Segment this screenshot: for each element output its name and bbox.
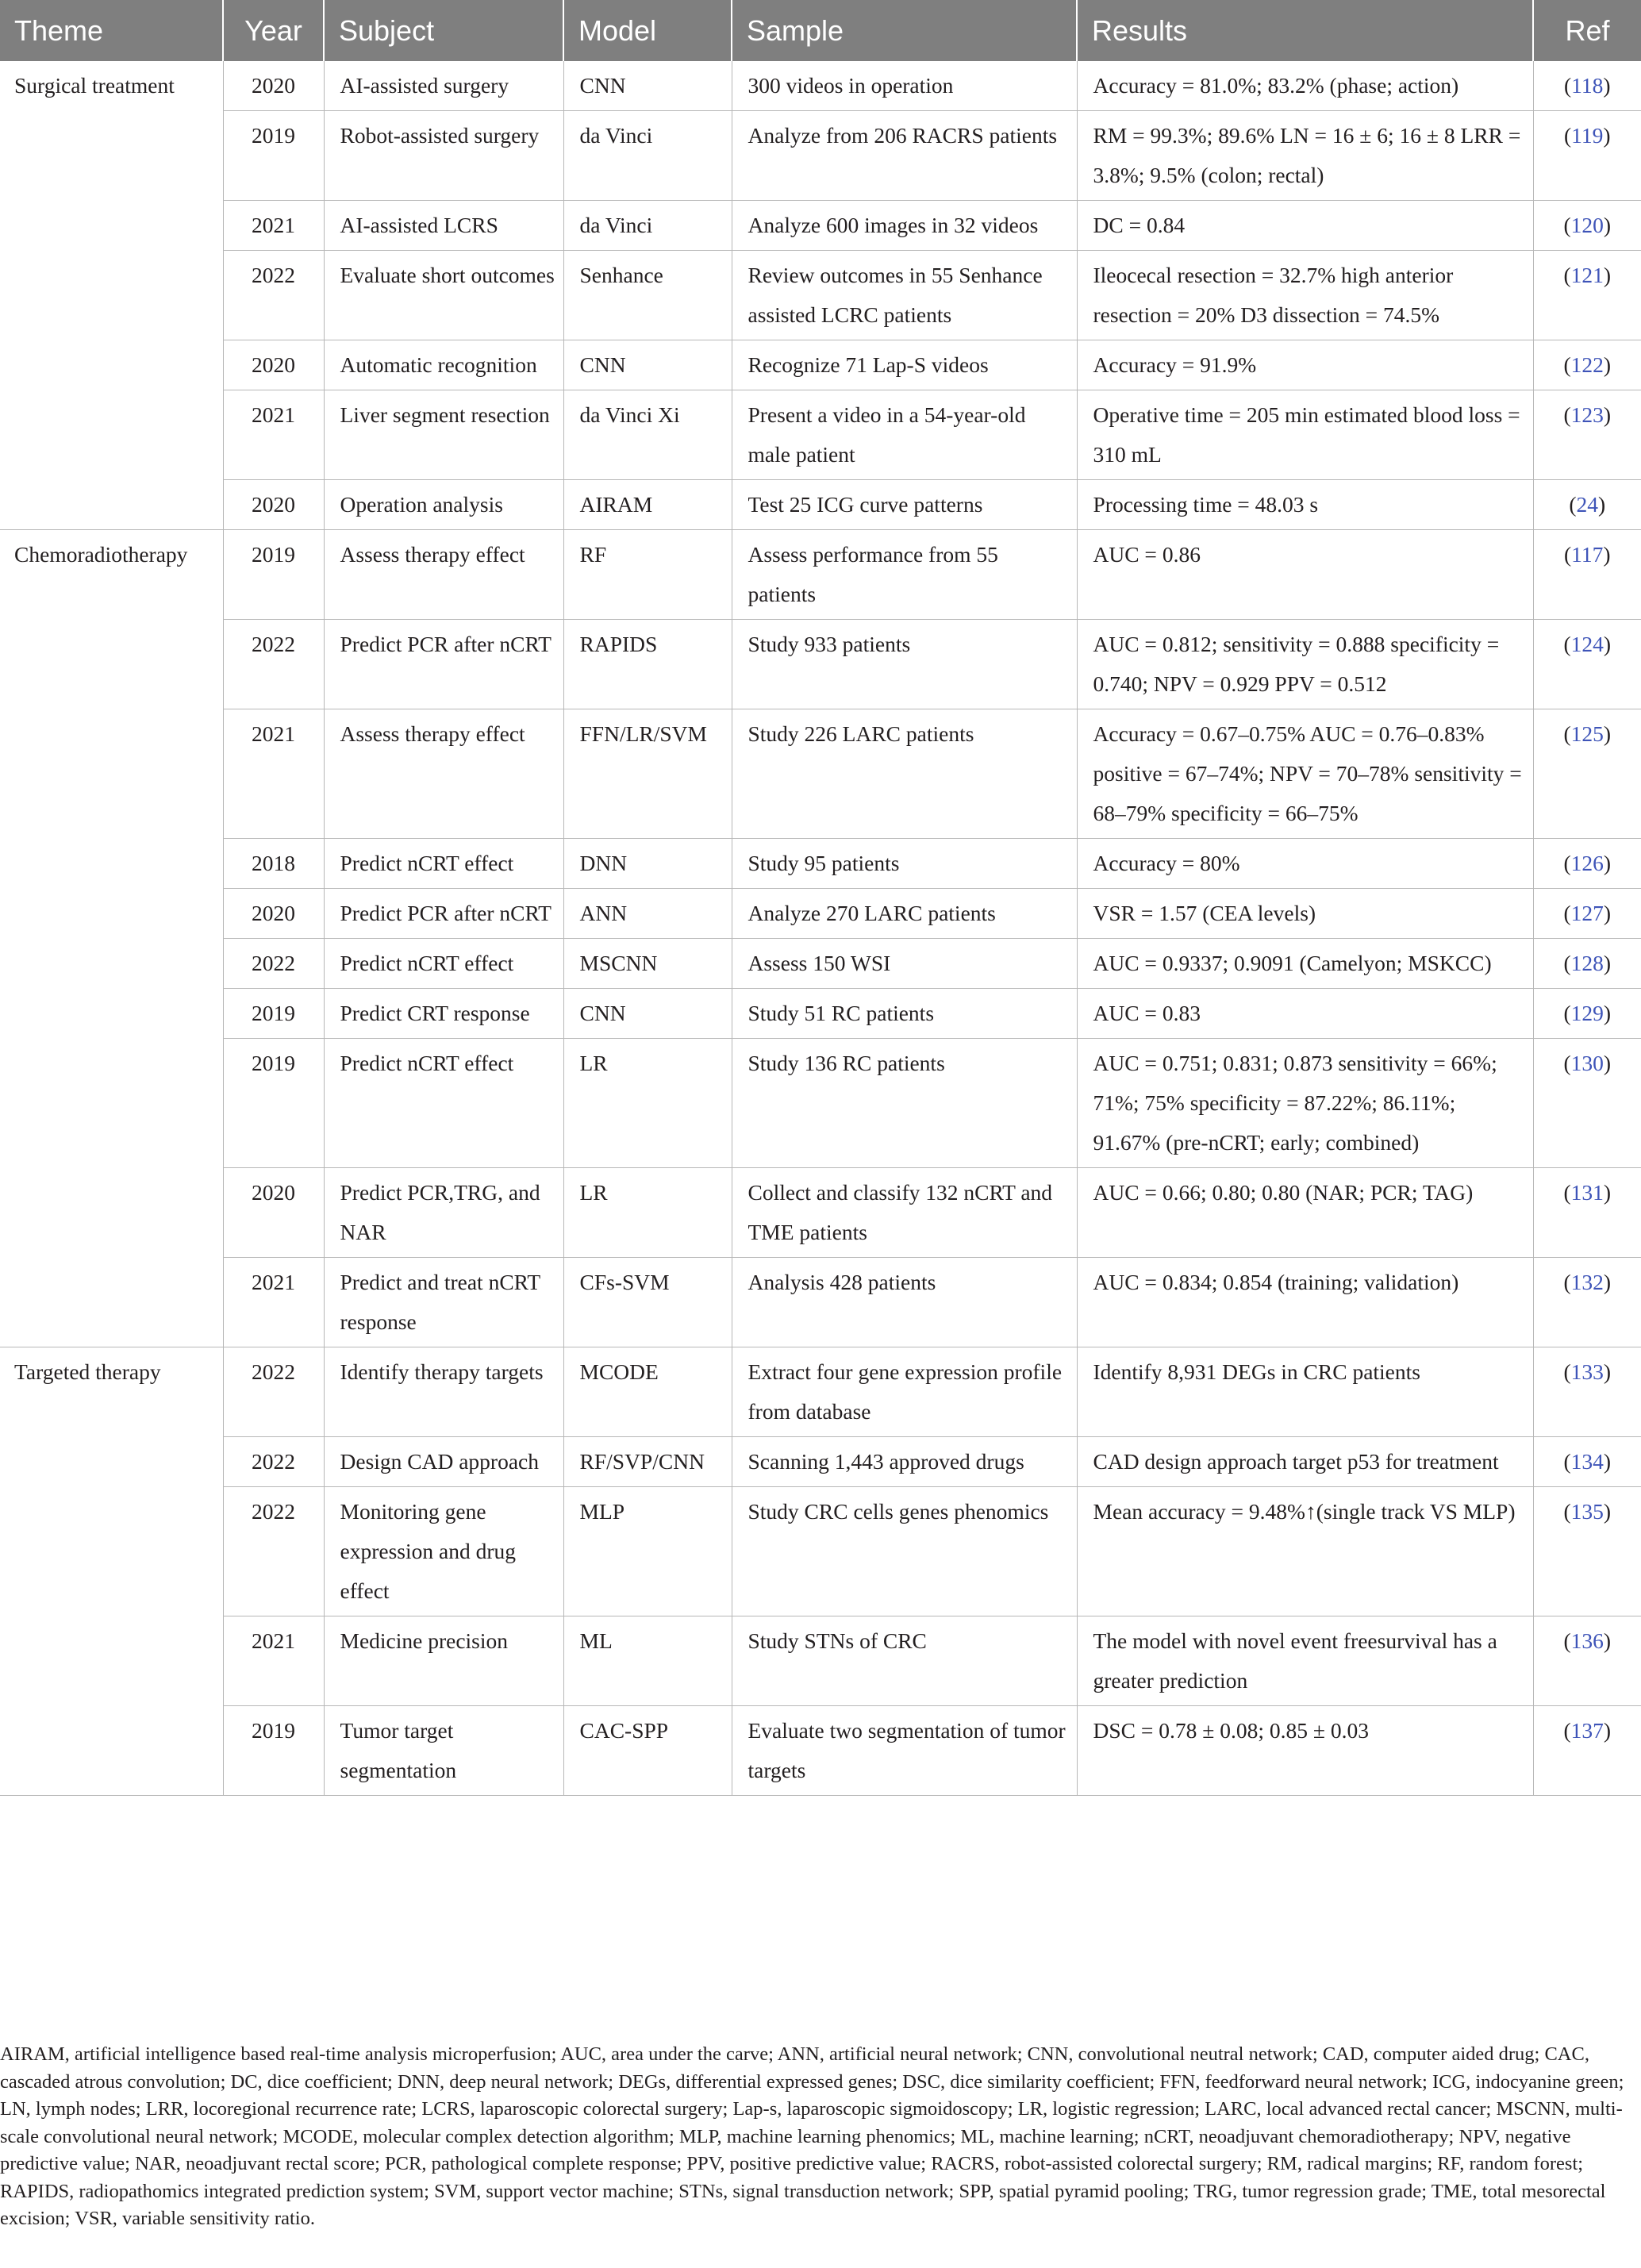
subject-cell: Operation analysis bbox=[324, 480, 563, 530]
ref-paren-close: ) bbox=[1603, 263, 1612, 287]
reference-link[interactable]: 125 bbox=[1570, 721, 1604, 746]
column-header-ref: Ref bbox=[1533, 0, 1641, 61]
year-cell: 2021 bbox=[223, 1258, 324, 1347]
year-cell: 2020 bbox=[223, 340, 324, 390]
ref-cell bbox=[1533, 709, 1641, 839]
year-cell: 2022 bbox=[223, 1437, 324, 1487]
year-cell: 2022 bbox=[223, 1347, 324, 1437]
ref-cell bbox=[1533, 390, 1641, 480]
sample-cell: Evaluate two segmentation of tumor targets bbox=[732, 1706, 1077, 1796]
table-row bbox=[0, 530, 1641, 620]
sample-cell: 300 videos in operation bbox=[732, 61, 1077, 111]
year-cell: 2020 bbox=[223, 1168, 324, 1258]
sample-cell: Test 25 ICG curve patterns bbox=[732, 480, 1077, 530]
sample-cell: Extract four gene expression profile from database bbox=[732, 1347, 1077, 1437]
ref-paren-open: ( bbox=[1563, 851, 1571, 875]
table-body bbox=[0, 61, 1641, 1796]
subject-cell: Predict CRT response bbox=[324, 989, 563, 1039]
table-row bbox=[0, 1437, 1641, 1487]
ref-paren-close: ) bbox=[1603, 402, 1612, 427]
results-cell: RM = 99.3%; 89.6% LN = 16 ± 6; 16 ± 8 LRR = 3.8%; 9.5% (colon; rectal) bbox=[1077, 111, 1533, 201]
sample-cell: Study 136 RC patients bbox=[732, 1039, 1077, 1168]
model-cell: ML bbox=[563, 1616, 732, 1706]
model-cell: RAPIDS bbox=[563, 620, 732, 709]
ref-cell bbox=[1533, 889, 1641, 939]
model-cell: LR bbox=[563, 1168, 732, 1258]
results-cell: Accuracy = 91.9% bbox=[1077, 340, 1533, 390]
results-cell: Operative time = 205 min estimated blood loss = 310 mL bbox=[1077, 390, 1533, 480]
ref-paren-close: ) bbox=[1603, 1180, 1612, 1205]
table-row bbox=[0, 889, 1641, 939]
reference-link[interactable]: 122 bbox=[1570, 352, 1604, 377]
year-cell: 2019 bbox=[223, 989, 324, 1039]
ref-paren-open: ( bbox=[1563, 721, 1571, 746]
ref-paren-open: ( bbox=[1563, 1449, 1571, 1474]
table-row bbox=[0, 709, 1641, 839]
sample-cell: Assess 150 WSI bbox=[732, 939, 1077, 989]
reference-link[interactable]: 128 bbox=[1570, 951, 1604, 975]
ref-paren-close: ) bbox=[1598, 492, 1606, 517]
table-row bbox=[0, 1168, 1641, 1258]
ref-paren-close: ) bbox=[1603, 123, 1611, 148]
sample-cell: Study 226 LARC patients bbox=[732, 709, 1077, 839]
model-cell: RF/SVP/CNN bbox=[563, 1437, 732, 1487]
results-cell: VSR = 1.57 (CEA levels) bbox=[1077, 889, 1533, 939]
year-cell: 2022 bbox=[223, 620, 324, 709]
sample-cell: Analyze 600 images in 32 videos bbox=[732, 201, 1077, 251]
table-row bbox=[0, 1258, 1641, 1347]
reference-link[interactable]: 123 bbox=[1570, 402, 1604, 427]
results-cell: Identify 8,931 DEGs in CRC patients bbox=[1077, 1347, 1533, 1437]
results-cell: Ileocecal resection = 32.7% high anterior resection = 20% D3 dissection = 74.5% bbox=[1077, 251, 1533, 340]
ref-paren-close: ) bbox=[1603, 901, 1612, 925]
model-cell: Senhance bbox=[563, 251, 732, 340]
table-row bbox=[0, 480, 1641, 530]
results-cell: AUC = 0.83 bbox=[1077, 989, 1533, 1039]
ref-paren-close: ) bbox=[1603, 73, 1611, 98]
ref-paren-open: ( bbox=[1563, 542, 1572, 567]
ref-paren-open: ( bbox=[1563, 1718, 1571, 1743]
results-cell: DSC = 0.78 ± 0.08; 0.85 ± 0.03 bbox=[1077, 1706, 1533, 1796]
ref-paren-close: ) bbox=[1603, 1270, 1612, 1294]
table-row bbox=[0, 201, 1641, 251]
year-cell: 2020 bbox=[223, 480, 324, 530]
subject-cell: Automatic recognition bbox=[324, 340, 563, 390]
year-cell: 2022 bbox=[223, 939, 324, 989]
year-cell: 2019 bbox=[223, 1706, 324, 1796]
table-footnote: AIRAM, artificial intelligence based real-time analysis microperfusion; AUC, area under the carve; ANN, artificial neural network; CNN, convolutional neutral network; CAD, computer aided drug; CAC, cascaded atrous convolution; DC, dice coefficient; DNN, deep neural network; DEGs, differential expressed genes; DSC, dice similarity coefficient; FFN, feedforward neural network; ICG, indocyanine green; LN, lymph nodes; LRR, locoregional recurrence rate; LCRS, laparoscopic colorectal surgery; Lap-s, laparoscopic sigmoidoscopy; LR, logistic regression; LARC, local advanced rectal cancer; MSCNN, multi-scale convolutional neural network; MCODE, molecular complex detection algorithm; MLP, machine learning phenomics; ML, machine learning; nCRT, neoadjuvant chemoradiotherapy; NPV, negative predictive value; NAR, neoadjuvant rectal score; PCR, pathological complete response; PPV, positive predictive value; RACRS, robot-assisted colorectal surgery; RM, radical margins; RF, random forest; RAPIDS, radiopathomics integrated prediction system; SVM, support vector machine; STNs, signal transduction network; SPP, spatial pyramid pooling; TRG, tumor regression grade; TME, total mesorectal excision; VSR, variable sensitivity ratio. bbox=[0, 2043, 1624, 2229]
year-cell: 2019 bbox=[223, 111, 324, 201]
ref-cell bbox=[1533, 1616, 1641, 1706]
reference-link[interactable]: 120 bbox=[1570, 213, 1604, 237]
ref-cell bbox=[1533, 530, 1641, 620]
ref-cell bbox=[1533, 201, 1641, 251]
subject-cell: Predict nCRT effect bbox=[324, 939, 563, 989]
ref-paren-open: ( bbox=[1563, 1628, 1571, 1653]
ref-paren-open: ( bbox=[1563, 263, 1571, 287]
sample-cell: Study STNs of CRC bbox=[732, 1616, 1077, 1706]
year-cell: 2019 bbox=[223, 530, 324, 620]
results-cell: AUC = 0.812; sensitivity = 0.888 specificity = 0.740; NPV = 0.929 PPV = 0.512 bbox=[1077, 620, 1533, 709]
subject-cell: Evaluate short outcomes bbox=[324, 251, 563, 340]
ref-cell bbox=[1533, 1706, 1641, 1796]
subject-cell: Design CAD approach bbox=[324, 1437, 563, 1487]
table-row bbox=[0, 939, 1641, 989]
ref-paren-close: ) bbox=[1603, 1499, 1612, 1524]
subject-cell: Assess therapy effect bbox=[324, 709, 563, 839]
subject-cell: Assess therapy effect bbox=[324, 530, 563, 620]
table-row bbox=[0, 1616, 1641, 1706]
column-header-sample: Sample bbox=[732, 0, 1077, 61]
subject-cell: AI-assisted surgery bbox=[324, 61, 563, 111]
ref-cell bbox=[1533, 340, 1641, 390]
subject-cell: Liver segment resection bbox=[324, 390, 563, 480]
sample-cell: Recognize 71 Lap-S videos bbox=[732, 340, 1077, 390]
subject-cell: Predict and treat nCRT response bbox=[324, 1258, 563, 1347]
reference-link[interactable]: 119 bbox=[1571, 123, 1604, 148]
subject-cell: Tumor target segmentation bbox=[324, 1706, 563, 1796]
reference-link[interactable]: 121 bbox=[1570, 263, 1604, 287]
reference-link[interactable]: 130 bbox=[1570, 1051, 1604, 1075]
subject-cell: Monitoring gene expression and drug effect bbox=[324, 1487, 563, 1616]
reference-link[interactable]: 132 bbox=[1570, 1270, 1604, 1294]
table-row bbox=[0, 839, 1641, 889]
reference-link[interactable]: 127 bbox=[1570, 901, 1604, 925]
reference-link[interactable]: 137 bbox=[1570, 1718, 1604, 1743]
sample-cell: Review outcomes in 55 Senhance assisted LCRC patients bbox=[732, 251, 1077, 340]
ref-paren-close: ) bbox=[1603, 542, 1611, 567]
ref-paren-open: ( bbox=[1563, 1270, 1571, 1294]
sample-cell: Analyze 270 LARC patients bbox=[732, 889, 1077, 939]
results-cell: AUC = 0.66; 0.80; 0.80 (NAR; PCR; TAG) bbox=[1077, 1168, 1533, 1258]
ref-cell bbox=[1533, 251, 1641, 340]
model-cell: da Vinci bbox=[563, 111, 732, 201]
subject-cell: Medicine precision bbox=[324, 1616, 563, 1706]
ref-paren-close: ) bbox=[1603, 1718, 1612, 1743]
year-cell: 2020 bbox=[223, 889, 324, 939]
ref-paren-close: ) bbox=[1603, 1051, 1612, 1075]
table-row bbox=[0, 111, 1641, 201]
model-cell: DNN bbox=[563, 839, 732, 889]
ref-paren-open: ( bbox=[1563, 1499, 1571, 1524]
reference-link[interactable]: 126 bbox=[1570, 851, 1604, 875]
ref-paren-open: ( bbox=[1563, 632, 1571, 656]
results-cell: Accuracy = 80% bbox=[1077, 839, 1533, 889]
reference-link[interactable]: 118 bbox=[1571, 73, 1604, 98]
ref-cell bbox=[1533, 1487, 1641, 1616]
model-cell: CFs-SVM bbox=[563, 1258, 732, 1347]
table-row bbox=[0, 989, 1641, 1039]
model-cell: AIRAM bbox=[563, 480, 732, 530]
results-cell: Processing time = 48.03 s bbox=[1077, 480, 1533, 530]
sample-cell: Study 933 patients bbox=[732, 620, 1077, 709]
model-cell: MSCNN bbox=[563, 939, 732, 989]
model-cell: MLP bbox=[563, 1487, 732, 1616]
sample-cell: Study 51 RC patients bbox=[732, 989, 1077, 1039]
sample-cell: Analyze from 206 RACRS patients bbox=[732, 111, 1077, 201]
reference-link[interactable]: 24 bbox=[1576, 492, 1598, 517]
results-cell: The model with novel event freesurvival has a greater prediction bbox=[1077, 1616, 1533, 1706]
model-cell: LR bbox=[563, 1039, 732, 1168]
model-cell: CAC-SPP bbox=[563, 1706, 732, 1796]
results-cell: Mean accuracy = 9.48%↑(single track VS MLP) bbox=[1077, 1487, 1533, 1616]
ref-paren-open: ( bbox=[1563, 73, 1572, 98]
column-header-theme: Theme bbox=[0, 0, 223, 61]
table-row bbox=[0, 1347, 1641, 1437]
ref-paren-open: ( bbox=[1563, 1051, 1571, 1075]
subject-cell: Identify therapy targets bbox=[324, 1347, 563, 1437]
theme-cell: Chemoradiotherapy bbox=[0, 530, 223, 1347]
ref-paren-open: ( bbox=[1563, 951, 1571, 975]
model-cell: CNN bbox=[563, 61, 732, 111]
model-cell: FFN/LR/SVM bbox=[563, 709, 732, 839]
ref-paren-close: ) bbox=[1603, 1001, 1612, 1025]
ref-paren-open: ( bbox=[1563, 352, 1571, 377]
year-cell: 2021 bbox=[223, 709, 324, 839]
ref-cell bbox=[1533, 480, 1641, 530]
ref-cell bbox=[1533, 989, 1641, 1039]
subject-cell: Robot-assisted surgery bbox=[324, 111, 563, 201]
results-cell: AUC = 0.86 bbox=[1077, 530, 1533, 620]
ref-cell bbox=[1533, 1347, 1641, 1437]
ref-cell bbox=[1533, 1437, 1641, 1487]
model-cell: CNN bbox=[563, 340, 732, 390]
model-cell: MCODE bbox=[563, 1347, 732, 1437]
reference-link[interactable]: 124 bbox=[1570, 632, 1604, 656]
ref-cell bbox=[1533, 839, 1641, 889]
ref-cell bbox=[1533, 1168, 1641, 1258]
table-header bbox=[0, 0, 1641, 61]
ref-paren-open: ( bbox=[1563, 1180, 1571, 1205]
model-cell: da Vinci bbox=[563, 201, 732, 251]
model-cell: RF bbox=[563, 530, 732, 620]
model-cell: da Vinci Xi bbox=[563, 390, 732, 480]
table-row bbox=[0, 1039, 1641, 1168]
ref-paren-close: ) bbox=[1603, 1449, 1612, 1474]
table-row bbox=[0, 340, 1641, 390]
year-cell: 2021 bbox=[223, 390, 324, 480]
ref-paren-open: ( bbox=[1563, 901, 1571, 925]
year-cell: 2021 bbox=[223, 1616, 324, 1706]
ref-paren-open: ( bbox=[1563, 123, 1572, 148]
reference-link[interactable]: 133 bbox=[1570, 1359, 1604, 1384]
year-cell: 2018 bbox=[223, 839, 324, 889]
ref-paren-close: ) bbox=[1603, 213, 1612, 237]
sample-cell: Collect and classify 132 nCRT and TME patients bbox=[732, 1168, 1077, 1258]
subject-cell: Predict nCRT effect bbox=[324, 839, 563, 889]
ref-paren-open: ( bbox=[1569, 492, 1577, 517]
ref-paren-open: ( bbox=[1563, 213, 1571, 237]
subject-cell: Predict PCR,TRG, and NAR bbox=[324, 1168, 563, 1258]
year-cell: 2020 bbox=[223, 61, 324, 111]
ref-paren-open: ( bbox=[1563, 1359, 1571, 1384]
ref-cell bbox=[1533, 111, 1641, 201]
year-cell: 2019 bbox=[223, 1039, 324, 1168]
column-header-year: Year bbox=[223, 0, 324, 61]
ref-cell bbox=[1533, 1258, 1641, 1347]
theme-cell: Targeted therapy bbox=[0, 1347, 223, 1796]
year-cell: 2021 bbox=[223, 201, 324, 251]
reference-link[interactable]: 135 bbox=[1570, 1499, 1604, 1524]
subject-cell: Predict PCR after nCRT bbox=[324, 889, 563, 939]
column-header-model: Model bbox=[563, 0, 732, 61]
year-cell: 2022 bbox=[223, 1487, 324, 1616]
ref-paren-open: ( bbox=[1563, 402, 1571, 427]
results-cell: DC = 0.84 bbox=[1077, 201, 1533, 251]
results-cell: AUC = 0.9337; 0.9091 (Camelyon; MSKCC) bbox=[1077, 939, 1533, 989]
results-cell: CAD design approach target p53 for treatment bbox=[1077, 1437, 1533, 1487]
column-header-results: Results bbox=[1077, 0, 1533, 61]
ref-paren-close: ) bbox=[1603, 951, 1612, 975]
reference-link[interactable]: 131 bbox=[1570, 1180, 1604, 1205]
ref-paren-close: ) bbox=[1603, 1359, 1612, 1384]
ref-cell bbox=[1533, 939, 1641, 989]
sample-cell: Analysis 428 patients bbox=[732, 1258, 1077, 1347]
ref-paren-close: ) bbox=[1603, 1628, 1612, 1653]
theme-cell: Surgical treatment bbox=[0, 61, 223, 530]
sample-cell: Scanning 1,443 approved drugs bbox=[732, 1437, 1077, 1487]
results-cell: AUC = 0.834; 0.854 (training; validation) bbox=[1077, 1258, 1533, 1347]
table-row bbox=[0, 620, 1641, 709]
sample-cell: Study CRC cells genes phenomics bbox=[732, 1487, 1077, 1616]
ref-cell bbox=[1533, 1039, 1641, 1168]
sample-cell: Study 95 patients bbox=[732, 839, 1077, 889]
results-cell: Accuracy = 0.67–0.75% AUC = 0.76–0.83% positive = 67–74%; NPV = 70–78% sensitivity = 68–79% specificity = 66–75% bbox=[1077, 709, 1533, 839]
ref-cell bbox=[1533, 620, 1641, 709]
column-header-subject: Subject bbox=[324, 0, 563, 61]
ref-cell bbox=[1533, 61, 1641, 111]
ref-paren-open: ( bbox=[1563, 1001, 1571, 1025]
table-row bbox=[0, 61, 1641, 111]
table-row bbox=[0, 1706, 1641, 1796]
ref-paren-close: ) bbox=[1603, 851, 1612, 875]
results-cell: Accuracy = 81.0%; 83.2% (phase; action) bbox=[1077, 61, 1533, 111]
ref-paren-close: ) bbox=[1603, 721, 1612, 746]
results-cell: AUC = 0.751; 0.831; 0.873 sensitivity = 66%; 71%; 75% specificity = 87.22%; 86.11%; 91.67% (pre-nCRT; early; combined) bbox=[1077, 1039, 1533, 1168]
model-cell: CNN bbox=[563, 989, 732, 1039]
ref-paren-close: ) bbox=[1603, 352, 1612, 377]
subject-cell: Predict PCR after nCRT bbox=[324, 620, 563, 709]
table-row bbox=[0, 1487, 1641, 1616]
reference-link[interactable]: 136 bbox=[1570, 1628, 1604, 1653]
model-cell: ANN bbox=[563, 889, 732, 939]
sample-cell: Assess performance from 55 patients bbox=[732, 530, 1077, 620]
subject-cell: Predict nCRT effect bbox=[324, 1039, 563, 1168]
ref-paren-close: ) bbox=[1603, 632, 1612, 656]
sample-cell: Present a video in a 54-year-old male patient bbox=[732, 390, 1077, 480]
reference-link[interactable]: 129 bbox=[1570, 1001, 1604, 1025]
reference-link[interactable]: 117 bbox=[1571, 542, 1604, 567]
subject-cell: AI-assisted LCRS bbox=[324, 201, 563, 251]
year-cell: 2022 bbox=[223, 251, 324, 340]
reference-link[interactable]: 134 bbox=[1570, 1449, 1604, 1474]
table-row bbox=[0, 390, 1641, 480]
table-row bbox=[0, 251, 1641, 340]
